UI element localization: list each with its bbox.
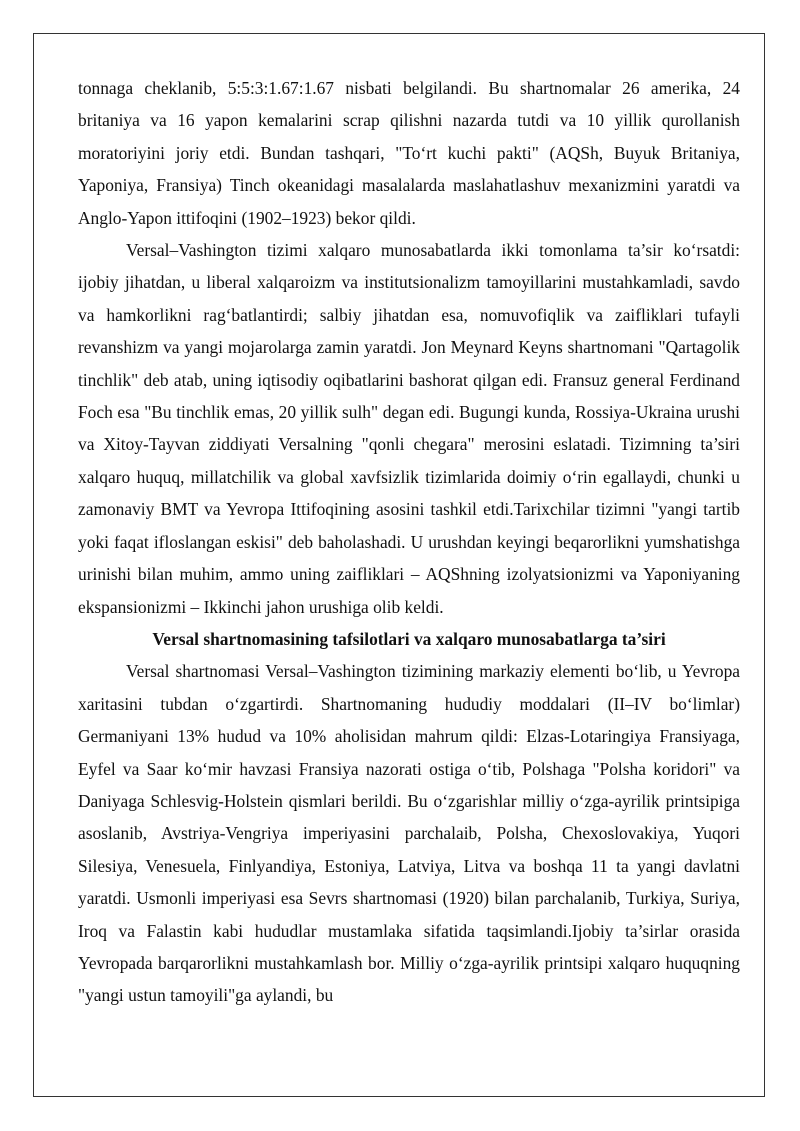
document-body	[78, 72, 740, 1012]
paragraph-impact: Versal–Vashington tizimi xalqaro munosabatlarda ikki tomonlama ta’sir ko‘rsatdi: ijobiy jihatdan, u liberal xalqaroizm va institutsionalizm tamoyillarini mustahkamladi, savdo va hamkorlikni rag‘batlantirdi; salbiy jihatdan esa, nomuvofiqlik va zaifliklari tufayli revanshizm va yangi mojarolarga zamin yaratdi. Jon Meynard Keyns shartnomani "Qartagolik tinchlik" deb atab, uning iqtisodiy oqibatlarini bashorat qilgan edi. Fransuz general Ferdinand Foch esa "Bu tinchlik emas, 20 yillik sulh" degan edi. Bugungi kunda, Rossiya-Ukraina urushi va Xitoy-Tayvan ziddiyati Versalning "qonli chegara" merosini eslatadi. Tizimning ta’siri xalqaro huquq, millatchilik va global xavfsizlik tizimlarida doimiy o‘rin egallaydi, chunki u zamonaviy BMT va Yevropa Ittifoqining asosini tashkil etdi.Tarixchilar tizimni "yangi tartib yoki faqat ifloslangan eskisi" deb baholashadi. U urushdan keyingi beqarorlikni yumshatishga urinishi bilan muhim, ammo uning zaifliklari – AQShning izolyatsionizmi va Yaponiyaning ekspansionizmi – Ikkinchi jahon urushiga olib keldi.	[78, 240, 740, 617]
paragraph-treaty-details: Versal shartnomasi Versal–Vashington tizimining markaziy elementi bo‘lib, u Yevropa xaritasini tubdan o‘zgartirdi. Shartnomaning hududiy moddalari (II–IV bo‘limlar) Germaniyani 13% hudud va 10% aholisidan mahrum qildi: Elzas-Lotaringiya Fransiyaga, Eyfel va Saar ko‘mir havzasi Fransiya nazorati ostiga o‘tib, Polshaga "Polsha koridori" va Daniyaga Schlesvig-Holstein qismlari berildi. Bu o‘zgarishlar milliy o‘zga-ayrilik printsipiga asoslanib, Avstriya-Vengriya imperiyasini parchalaib, Polsha, Chexoslovakiya, Yuqori Silesiya, Venesuela, Finlyandiya, Estoniya, Latviya, Litva va boshqa 11 ta yangi davlatni yaratdi. Usmonli imperiyasi esa Sevrs shartnomasi (1920) bilan parchalanib, Turkiya, Suriya, Iroq va Falastin kabi hududlar mustamlaka sifatida taqsimlandi.Ijobiy ta’sirlar orasida Yevropada barqarorlikni mustahkamlash bor. Milliy o‘zga-ayrilik printsipi xalqaro huquqning "yangi ustun tamoyili"ga aylandi, bu	[78, 661, 740, 1006]
paragraph-continuation: tonnaga cheklanib, 5:5:3:1.67:1.67 nisbati belgilandi. Bu shartnomalar 26 amerika, 24 britaniya va 16 yapon kemalarini scrap qilishni nazarda tutdi va 10 yillik qurollanish moratoriyini joriy etdi. Bundan tashqari, "To‘rt kuchi pakti" (AQSh, Buyuk Britaniya, Yaponiya, Fransiya) Tinch okeanidagi masalalarda maslahatlashuv mexanizmini yaratdi va Anglo-Yapon ittifoqini (1902–1923) bekor qildi.	[78, 78, 740, 228]
section-heading: Versal shartnomasining tafsilotlari va xalqaro munosabatlarga ta’siri	[152, 628, 666, 649]
